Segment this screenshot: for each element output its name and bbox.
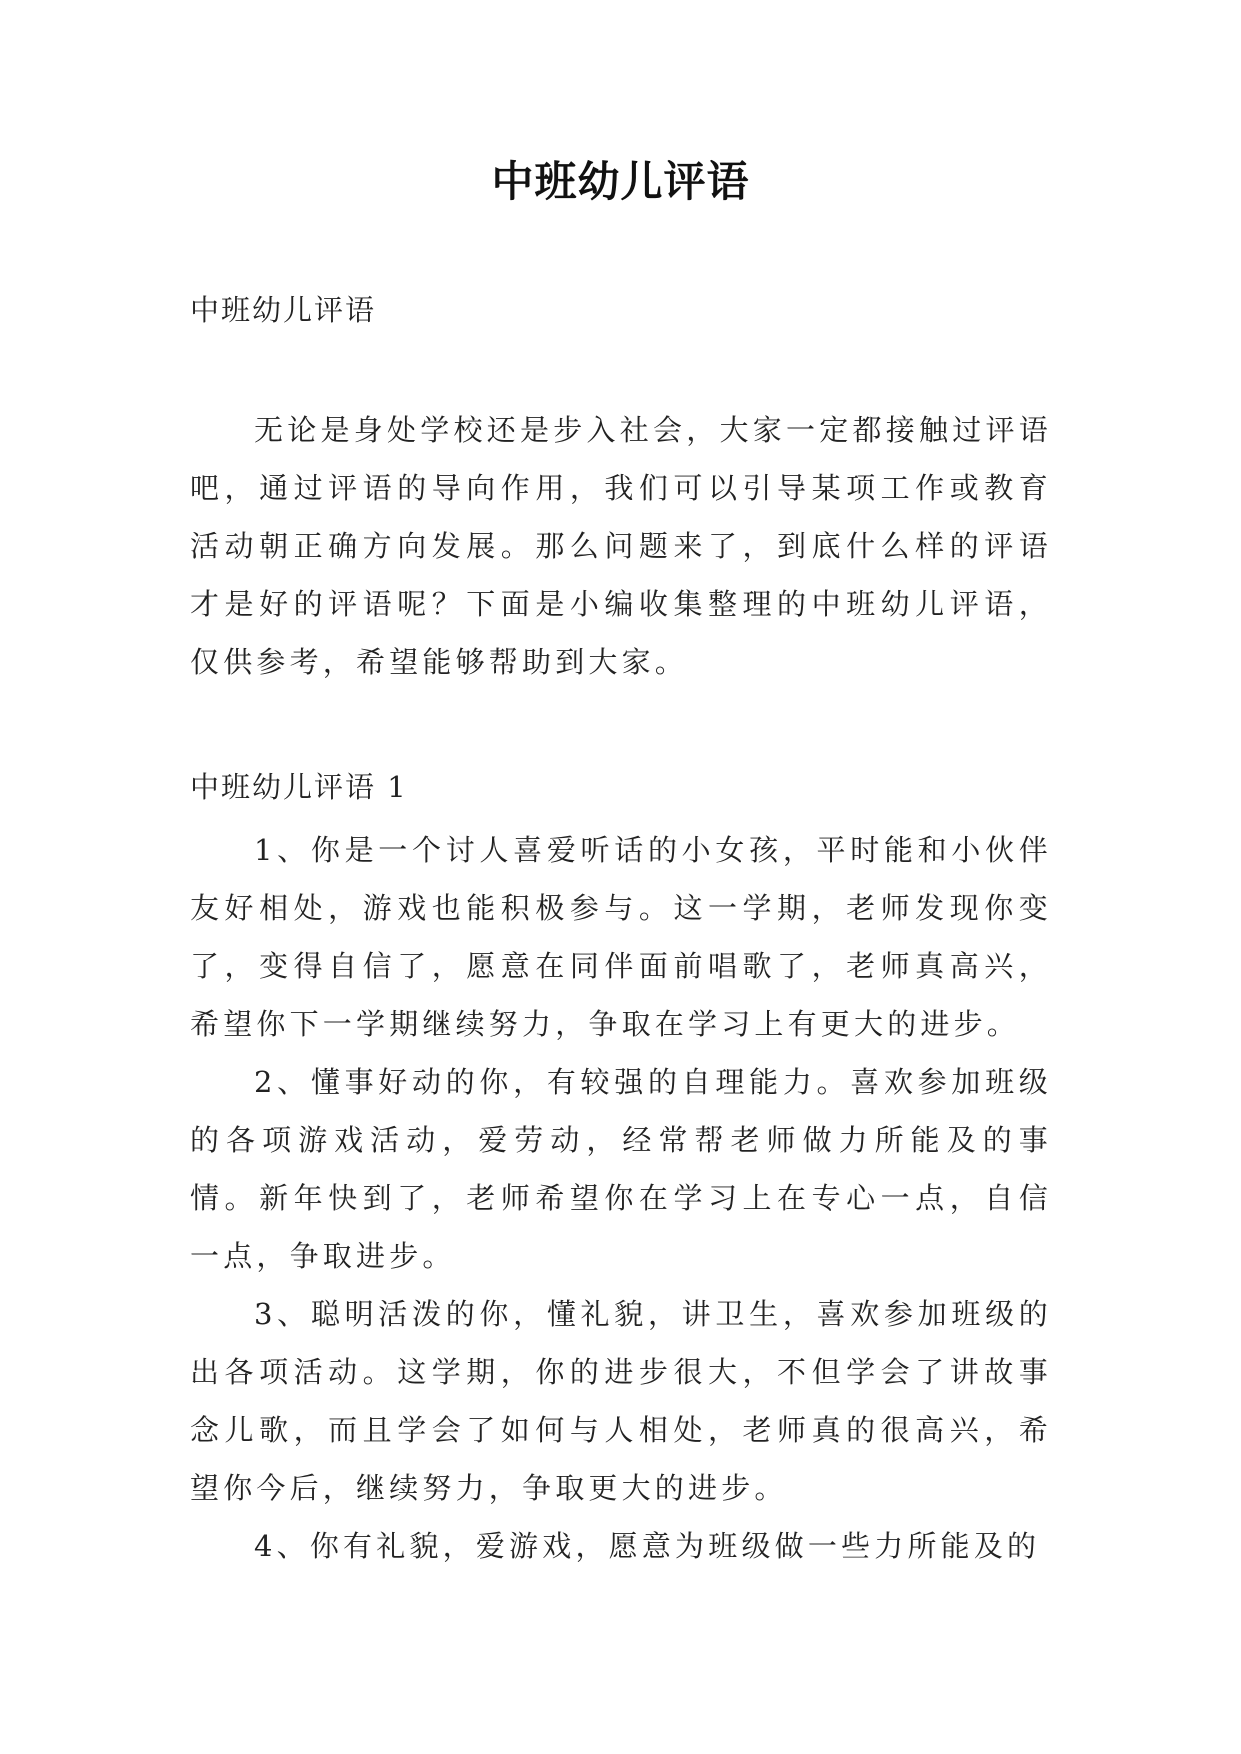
comment-item-2: 2、懂事好动的你，有较强的自理能力。喜欢参加班级的各项游戏活动，爱劳动，经常帮老师做力所能及的事情。新年快到了，老师希望你在学习上在专心一点，自信一点，争取进步。 bbox=[190, 1065, 1052, 1273]
intro-paragraph: 无论是身处学校还是步入社会，大家一定都接触过评语吧，通过评语的导向作用，我们可以引导某项工作或教育活动朝正确方向发展。那么问题来了，到底什么样的评语才是好的评语呢？下面是小编收集整理的中班幼儿评语，仅供参考，希望能够帮助到大家。 bbox=[190, 413, 1052, 679]
comment-item-3: 3、聪明活泼的你，懂礼貌，讲卫生，喜欢参加班级的出各项活动。这学期，你的进步很大，不但学会了讲故事念儿歌，而且学会了如何与人相处，老师真的很高兴，希望你今后，继续努力，争取更大的进步。 bbox=[190, 1297, 1052, 1505]
comment-item-4: 4、你有礼貌，爱游戏，愿意为班级做一些力所能及的 bbox=[254, 1529, 1041, 1563]
document-title: 中班幼儿评语 bbox=[491, 157, 750, 206]
document-subtitle: 中班幼儿评语 bbox=[190, 293, 377, 327]
document-body bbox=[190, 290, 1052, 1575]
section-heading: 中班幼儿评语 1 bbox=[190, 770, 408, 804]
comment-item-1: 1、你是一个讨人喜爱听话的小女孩，平时能和小伙伴友好相处，游戏也能积极参与。这一学期，老师发现你变了，变得自信了，愿意在同伴面前唱歌了，老师真高兴，希望你下一学期继续努力，争取在学习上有更大的进步。 bbox=[190, 833, 1052, 1041]
